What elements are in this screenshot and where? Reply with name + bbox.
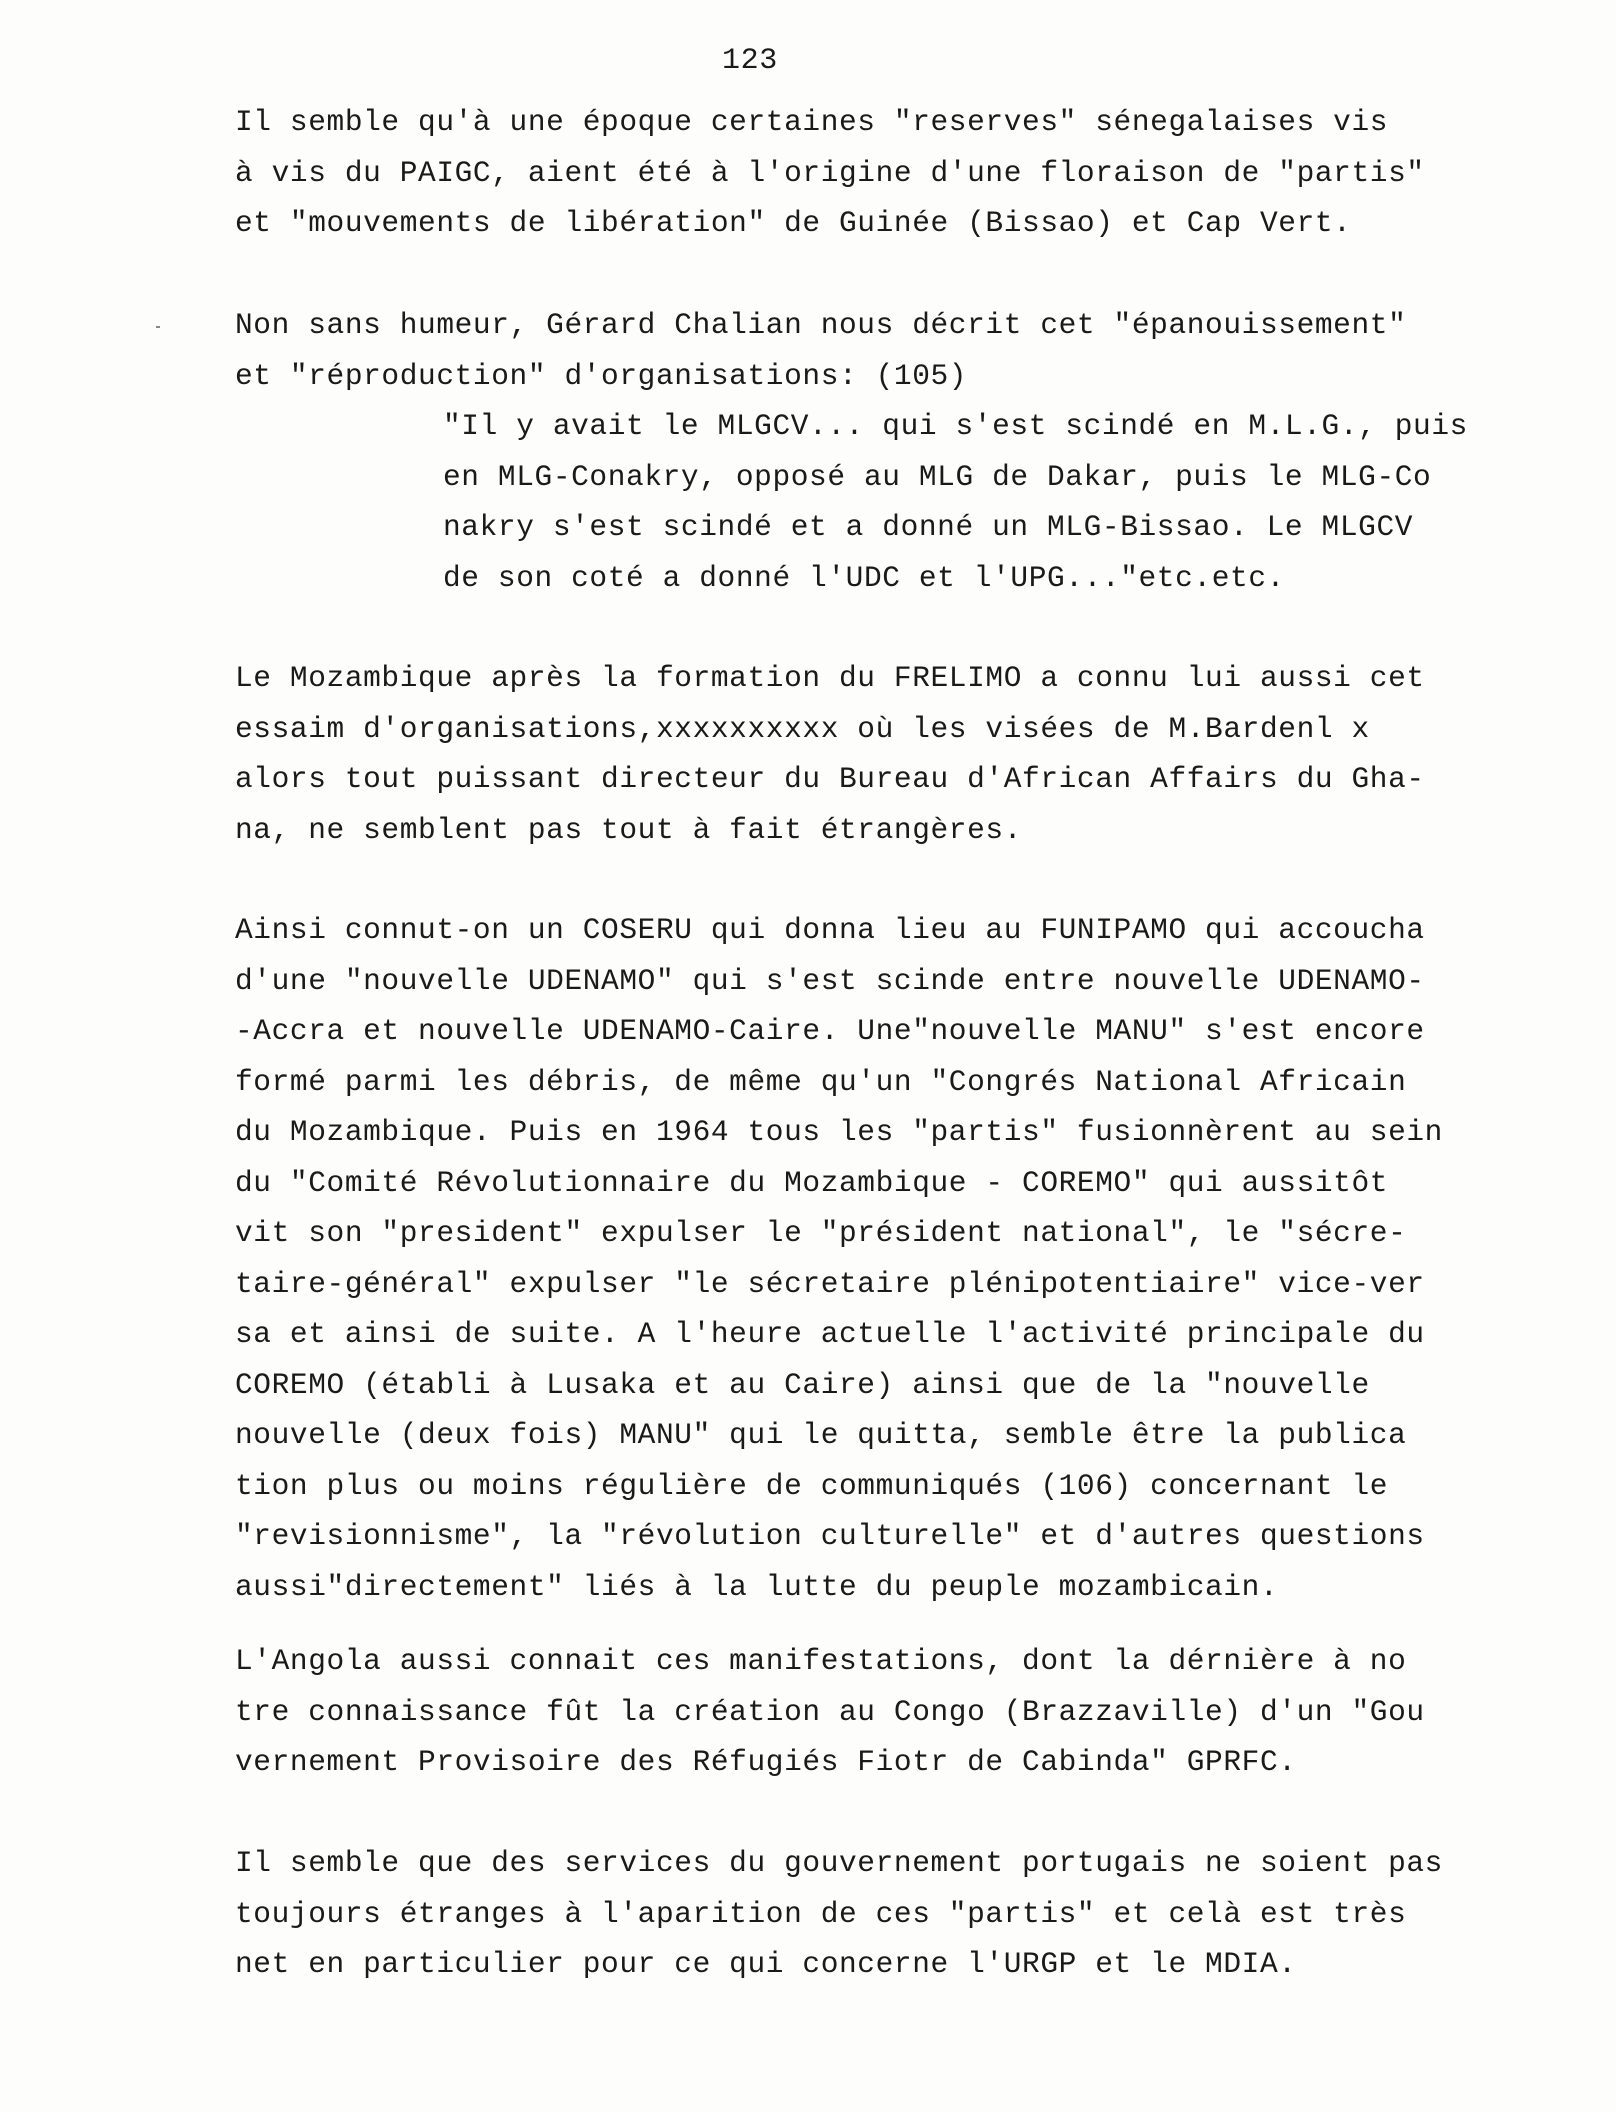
text-line: essaim d'organisations,xxxxxxxxxx où les visées de M.Bardenl x — [235, 711, 1370, 746]
text-line: L'Angola aussi connait ces manifestations, dont la dérnière à no — [235, 1644, 1407, 1678]
text-line: nouvelle (deux fois) MANU" qui le quitta, semble être la publica — [235, 1418, 1407, 1452]
margin-mark — [156, 326, 160, 328]
text-line: tre connaissance fût la création au Congo (Brazzaville) d'un "Gou — [235, 1694, 1425, 1729]
text-line: du "Comité Révolutionnaire du Mozambique - COREMO" qui aussitôt — [235, 1165, 1389, 1200]
paragraph-chalian-intro — [235, 300, 1406, 401]
block-quote-chalian — [443, 401, 1468, 603]
text-line: COREMO (établi à Lusaka et au Caire) ainsi que de la "nouvelle — [235, 1367, 1370, 1402]
paragraph-senegal-reserves — [235, 97, 1425, 249]
quote-line: de son coté a donné l'UDC et l'UPG..."etc.etc. — [443, 560, 1285, 595]
text-line: vit son "president" expulser le "président national", le "sécre- — [235, 1216, 1407, 1250]
paragraph-coseru-coremo — [235, 905, 1443, 1612]
text-line: d'une "nouvelle UDENAMO" qui s'est scinde entre nouvelle UDENAMO- — [235, 963, 1425, 998]
text-line: Il semble qu'à une époque certaines "reserves" sénegalaises vis — [235, 105, 1389, 139]
text-line: vernement Provisoire des Réfugiés Fiotr de Cabinda" GPRFC. — [235, 1745, 1297, 1779]
text-line: à vis du PAIGC, aient été à l'origine d'une floraison de "partis" — [235, 155, 1425, 190]
text-line: Il semble que des services du gouvernement portugais ne soient pas — [235, 1846, 1443, 1880]
paragraph-portuguese-services — [235, 1838, 1443, 1990]
text-line: Le Mozambique après la formation du FRELIMO a connu lui aussi cet — [235, 661, 1425, 695]
text-line: aussi"directement" liés à la lutte du peuple mozambicain. — [235, 1569, 1279, 1604]
paragraph-mozambique-frelimo — [235, 653, 1425, 855]
text-line: "revisionnisme", la "révolution culturelle" et d'autres questions — [235, 1519, 1425, 1553]
text-line: formé parmi les débris, de même qu'un "Congrés National Africain — [235, 1064, 1407, 1099]
text-line: sa et ainsi de suite. A l'heure actuelle l'activité principale du — [235, 1317, 1425, 1351]
text-line: alors tout puissant directeur du Bureau d'African Affairs du Gha- — [235, 762, 1425, 796]
text-line: taire-général" expulser "le sécretaire plénipotentiaire" vice-ver — [235, 1266, 1425, 1301]
quote-line: "Il y avait le MLGCV... qui s'est scindé en M.L.G., puis — [443, 409, 1468, 443]
text-line: Non sans humeur, Gérard Chalian nous décrit cet "épanouissement" — [235, 308, 1407, 342]
text-line: et "réproduction" d'organisations: (105) — [235, 358, 968, 393]
text-line: Ainsi connut-on un COSERU qui donna lieu au FUNIPAMO qui accoucha — [235, 913, 1425, 947]
text-line: et "mouvements de libération" de Guinée (Bissao) et Cap Vert. — [235, 206, 1352, 240]
text-line: du Mozambique. Puis en 1964 tous les "partis" fusionnèrent au sein — [235, 1115, 1443, 1149]
text-line: -Accra et nouvelle UDENAMO-Caire. Une"nouvelle MANU" s'est encore — [235, 1014, 1425, 1048]
page-number: 123 — [722, 44, 778, 78]
quote-line: en MLG-Conakry, opposé au MLG de Dakar, puis le MLG-Co — [443, 459, 1432, 494]
paragraph-angola — [235, 1636, 1425, 1788]
text-line: tion plus ou moins régulière de communiqués (106) concernant le — [235, 1468, 1389, 1503]
quote-line: nakry s'est scindé et a donné un MLG-Bissao. Le MLGCV — [443, 510, 1414, 544]
text-line: net en particulier pour ce qui concerne l'URGP et le MDIA. — [235, 1947, 1297, 1981]
text-line: na, ne semblent pas tout à fait étrangères. — [235, 812, 1023, 847]
text-line: toujours étranges à l'aparition de ces "partis" et celà est très — [235, 1896, 1407, 1931]
